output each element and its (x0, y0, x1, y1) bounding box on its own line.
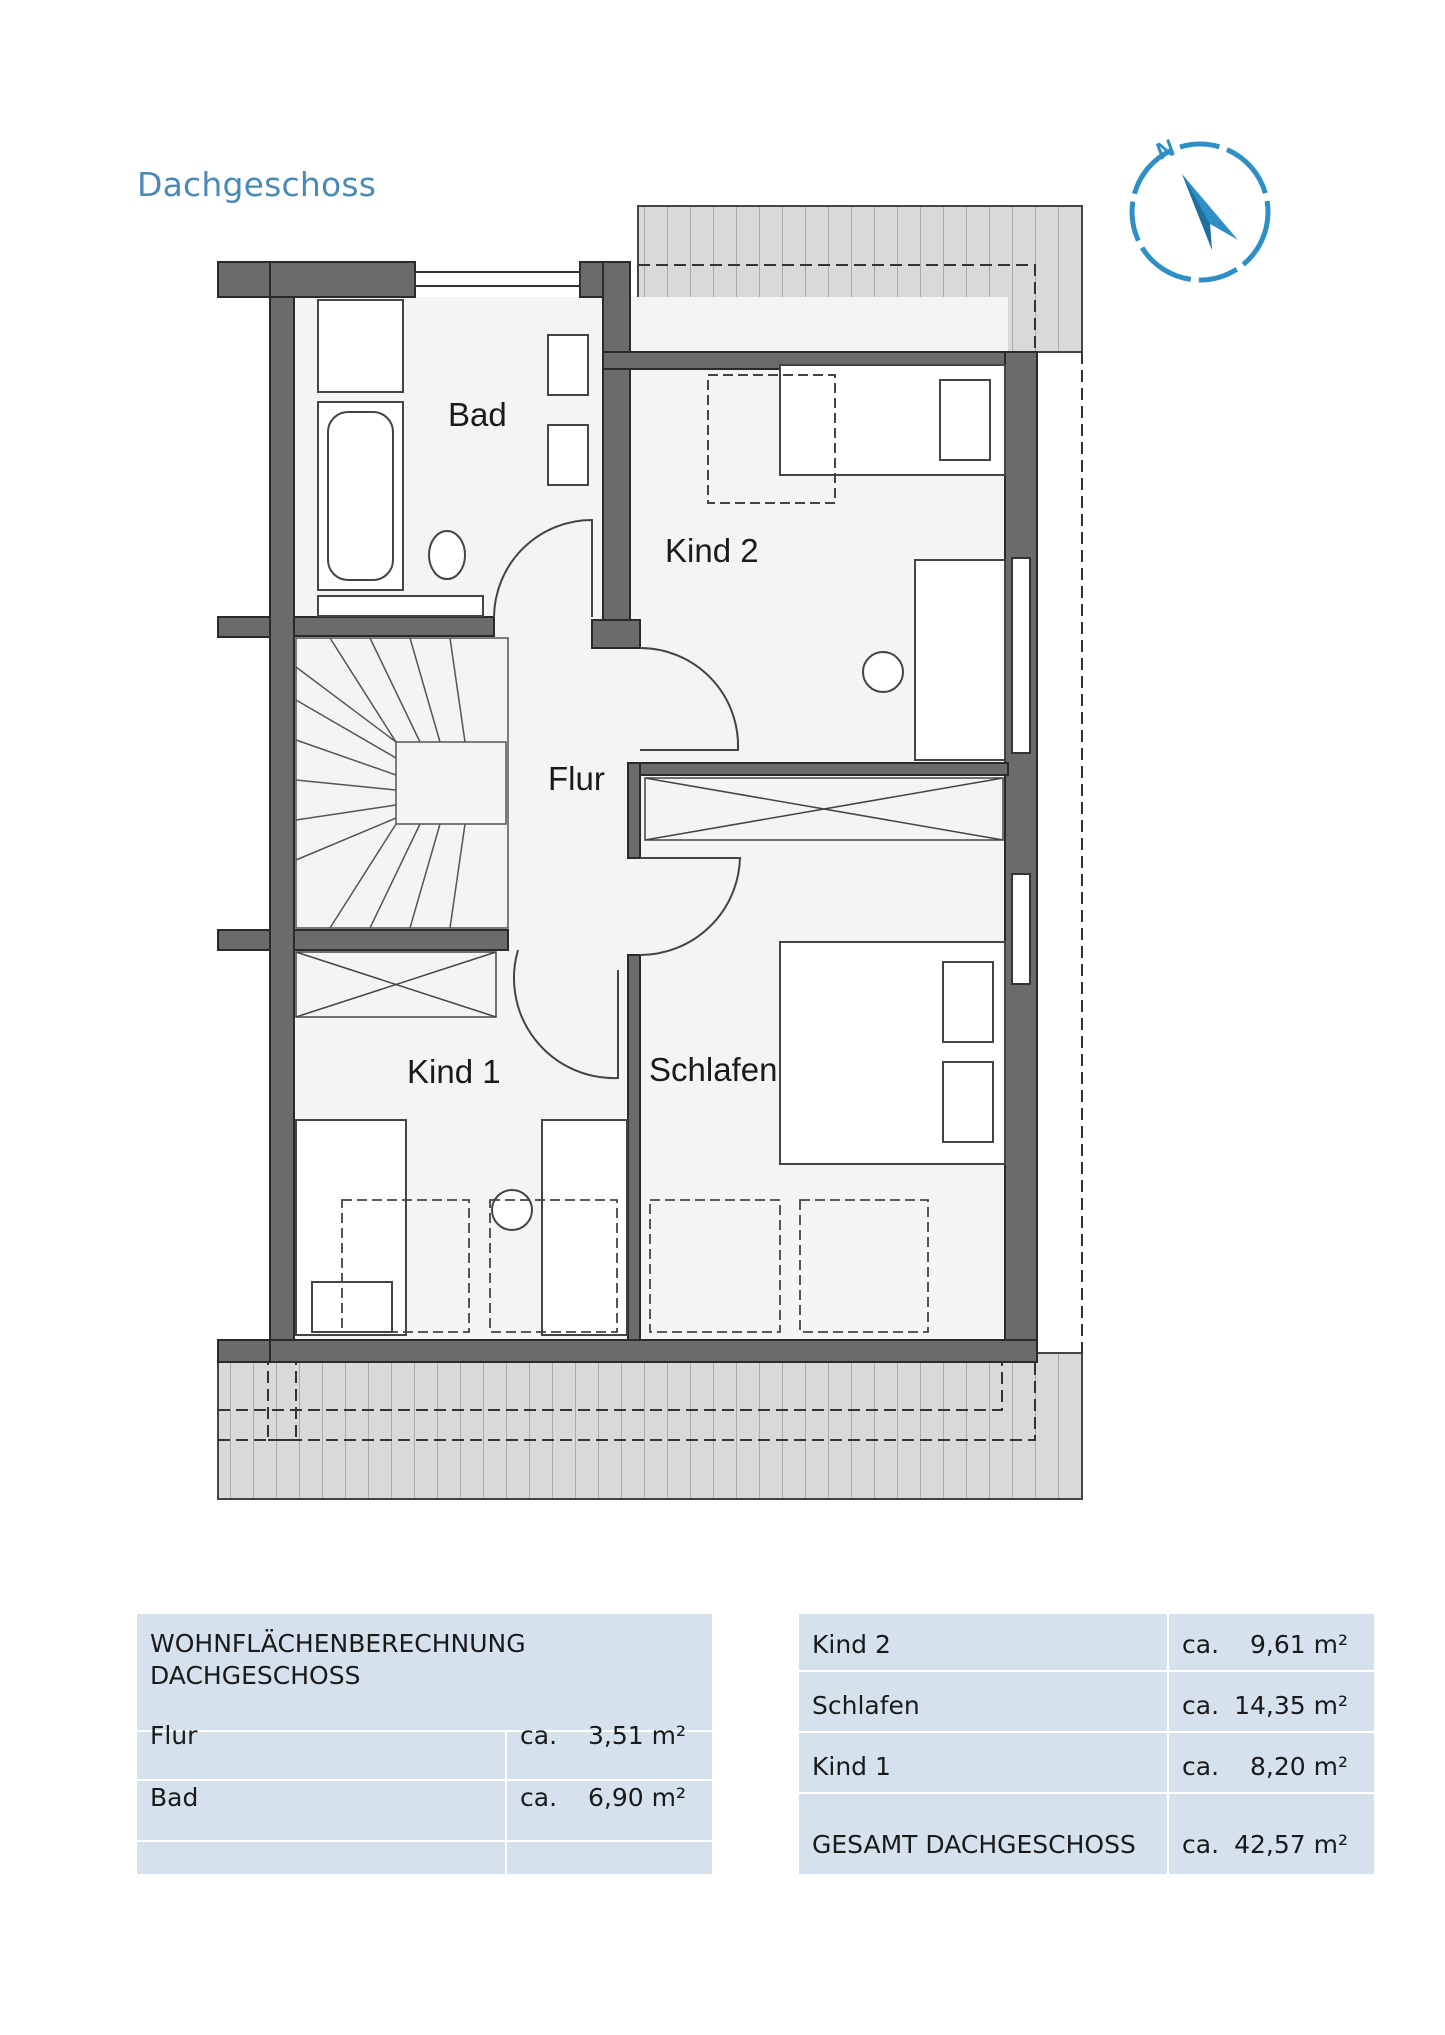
compass-north-label: N (1152, 134, 1179, 166)
total-row: GESAMT DACHGESCHOSS ca. 42,57 m² (812, 1830, 1348, 1859)
table-row: Kind 2 ca. 9,61 m² (812, 1630, 1348, 1659)
double-bed (780, 942, 1005, 1164)
table-row: Schlafen ca. 14,35 m² (812, 1691, 1348, 1720)
page-title: Dachgeschoss (137, 165, 377, 204)
table-heading-line2: DACHGESCHOSS (150, 1661, 361, 1690)
area-table-left (137, 1614, 712, 1874)
room-label-kind1: Kind 1 (407, 1053, 501, 1090)
table-row: Flur ca. 3,51 m² (150, 1721, 686, 1750)
room-label-kind2: Kind 2 (665, 532, 759, 569)
roof-bottom (218, 1353, 1082, 1499)
table-row: Bad ca. 6,90 m² (150, 1783, 686, 1812)
room-label-bad: Bad (448, 396, 507, 433)
area-table-right (799, 1614, 1374, 1874)
table-heading-line1: WOHNFLÄCHENBERECHNUNG (150, 1629, 526, 1658)
room-label-schlafen: Schlafen (649, 1051, 778, 1088)
room-label-flur: Flur (548, 760, 605, 797)
table-heading (150, 1628, 526, 1692)
table-row: Kind 1 ca. 8,20 m² (812, 1752, 1348, 1781)
